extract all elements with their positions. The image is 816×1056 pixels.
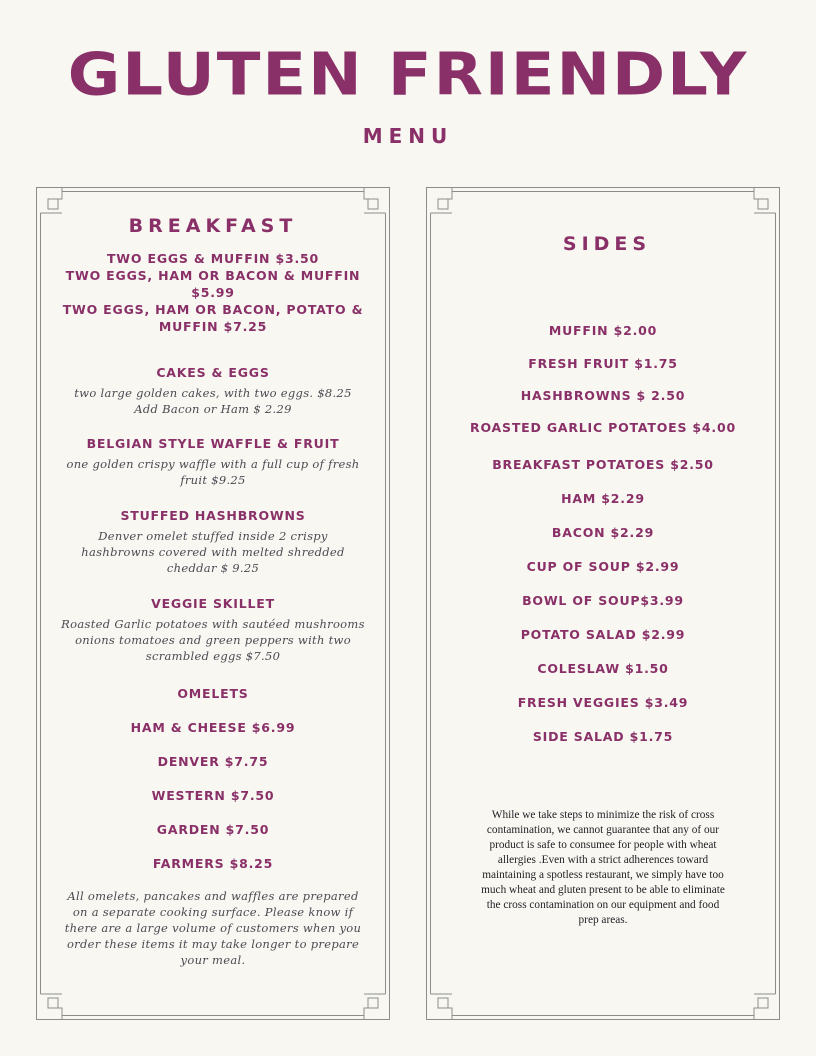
hashbrowns-title: STUFFED HASHBROWNS xyxy=(120,508,306,523)
omelet-item: GARDEN $7.50 xyxy=(156,822,270,837)
side-item: BACON $2.29 xyxy=(551,525,655,540)
sides-panel xyxy=(426,187,780,1020)
cooking-surface-note: All omelets, pancakes and waffles are prepared on a separate cooking surface. Please know if there are a large volume of customers when you order these items it may take longer to prepare your meal. xyxy=(64,889,362,967)
menu-subtitle: MENU xyxy=(362,124,454,148)
omelets-title: OMELETS xyxy=(177,686,249,701)
allergy-disclaimer: While we take steps to minimize the risk of cross contamination, we cannot guarantee that any of our product is safe to consumee for people with wheat allergies .Even with a strict adherences toward maintaining a spotless restaurant, we simply have too much wheat and gluten present to be able to eliminate the cross contamination on our equipment and food prep areas. xyxy=(481,809,725,926)
side-item: FRESH FRUIT $1.75 xyxy=(528,356,678,371)
sides-heading: SIDES xyxy=(562,233,652,255)
combo-item: TWO EGGS, HAM OR BACON, POTATO & MUFFIN $7.25 xyxy=(62,302,364,334)
combo-item: TWO EGGS & MUFFIN $3.50 xyxy=(106,251,320,266)
omelet-item: DENVER $7.75 xyxy=(157,754,269,769)
side-item: CUP OF SOUP $2.99 xyxy=(526,559,680,574)
side-item: BREAKFAST POTATOES $2.50 xyxy=(492,457,714,472)
side-item: POTATO SALAD $2.99 xyxy=(520,627,686,642)
side-item: FRESH VEGGIES $3.49 xyxy=(517,695,689,710)
side-item: MUFFIN $2.00 xyxy=(548,323,658,338)
skillet-title: VEGGIE SKILLET xyxy=(151,596,275,611)
waffle-title: BELGIAN STYLE WAFFLE & FRUIT xyxy=(86,436,340,451)
side-item: COLESLAW $1.50 xyxy=(537,661,669,676)
breakfast-panel xyxy=(36,187,390,1020)
menu-title: GLUTEN FRIENDLY xyxy=(67,40,749,110)
omelet-item: FARMERS $8.25 xyxy=(152,856,274,871)
hashbrowns-description: Denver omelet stuffed inside 2 crispy hashbrowns covered with melted shredded cheddar $ 9.25 xyxy=(81,529,345,575)
side-item: BOWL OF SOUP$3.99 xyxy=(522,593,684,608)
side-item: HASHBROWNS $ 2.50 xyxy=(520,388,686,403)
waffle-description: one golden crispy waffle with a full cup of fresh fruit $9.25 xyxy=(66,457,360,487)
omelet-item: WESTERN $7.50 xyxy=(151,788,275,803)
side-item: HAM $2.29 xyxy=(561,491,645,506)
side-item: SIDE SALAD $1.75 xyxy=(532,729,674,744)
combo-item: TWO EGGS, HAM OR BACON & MUFFIN $5.99 xyxy=(65,268,361,300)
breakfast-heading: BREAKFAST xyxy=(128,215,298,237)
side-item: ROASTED GARLIC POTATOES $4.00 xyxy=(470,420,736,435)
cakes-eggs-description: two large golden cakes, with two eggs. $8.25 Add Bacon or Ham $ 2.29 xyxy=(74,386,352,416)
skillet-description: Roasted Garlic potatoes with sautéed mushrooms onions tomatoes and green peppers with two scrambled eggs $7.50 xyxy=(61,617,365,663)
omelet-item: HAM & CHEESE $6.99 xyxy=(130,720,296,735)
cakes-eggs-title: CAKES & EGGS xyxy=(156,365,270,380)
